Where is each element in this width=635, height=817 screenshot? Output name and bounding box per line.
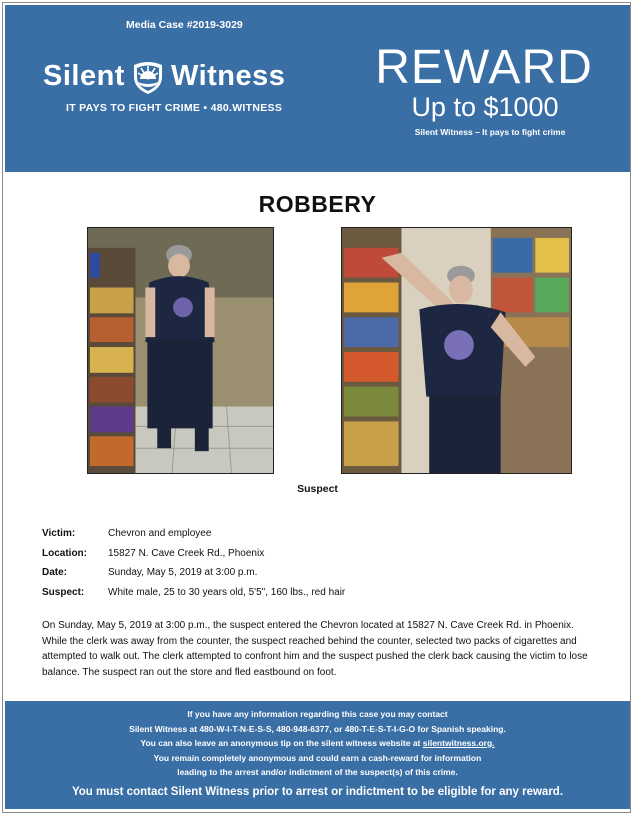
detail-row-location [42,548,345,568]
detail-label: Suspect: [42,586,85,598]
detail-label: Date: [42,567,68,578]
suspect-photo-1 [87,227,274,474]
suspect-photo-2 [341,227,572,474]
brand-right: Witness [170,60,286,92]
detail-row-suspect [42,587,345,607]
shield-sun-icon [131,57,165,95]
reward-subtitle: Silent Witness – It pays to fight crime [414,127,566,137]
detail-row-date [42,567,345,587]
detail-row-victim [42,528,345,548]
photo-caption: Suspect [297,483,338,495]
silent-witness-logo [43,57,285,95]
crime-type: ROBBERY [258,191,377,217]
detail-value: Sunday, May 5, 2019 at 3:00 p.m. [108,567,258,578]
case-details [42,528,345,606]
detail-value: 15827 N. Cave Creek Rd., Phoenix [108,547,265,559]
detail-value: White male, 25 to 30 years old, 5'5", 160 lbs., red hair [108,586,346,598]
footer-line-3 [5,736,630,751]
tagline: IT PAYS TO FIGHT CRIME • 480.WITNESS [66,102,283,114]
detail-label: Location: [42,547,87,559]
footer-line-4: You remain completely anonymous and could earn a cash-reward for information [153,752,482,763]
website-link[interactable]: silentwitness.org. [422,738,495,748]
footer-banner [5,701,630,809]
brand-left: Silent [43,60,125,92]
detail-value: Chevron and employee [108,528,212,539]
header-banner [5,5,630,172]
case-narrative: On Sunday, May 5, 2019 at 3:00 p.m., the suspect entered the Chevron located at 15827 N. Cave Creek Rd. in Phoenix. While the clerk was away from the counter, the suspect reached behind the counter, selected two packs of cigarettes and attempted to walk out. The clerk attempted to confront him and the suspect pushed the clerk back causing the victim to lose balance. The suspect ran out the store and fled eastbound on foot. [42,620,588,678]
footer-line-5: leading to the arrest and/or indictment of the suspect(s) of this crime. [177,767,458,777]
footer-line-3-text: You can also leave an anonymous tip on the silent witness website at [140,738,423,748]
case-number: Media Case #2019-3029 [126,19,243,31]
footer-line-2: Silent Witness at 480-W-I-T-N-E-S-S, 480-948-6377, or 480-T-E-S-T-I-G-O for Spanish speaking. [129,723,506,734]
footer-line-1: If you have any information regarding this case you may contact [187,709,448,719]
reward-amount: Up to $1000 [411,92,559,122]
detail-label: Victim: [42,528,76,539]
footer-final-notice: You must contact Silent Witness prior to arrest or indictment to be eligible for any reward. [71,785,564,798]
reward-title: REWARD [375,41,593,94]
